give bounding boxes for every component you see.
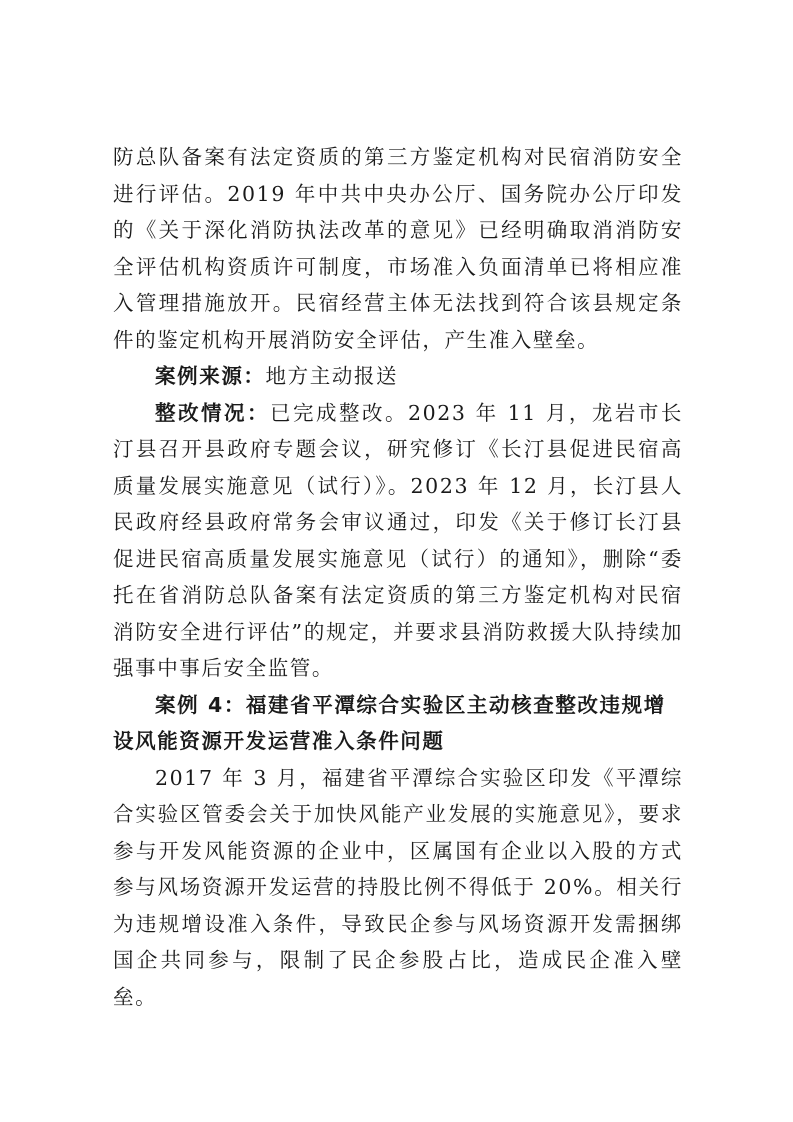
paragraph-case-source <box>113 358 683 395</box>
document-body <box>113 139 683 1015</box>
case4-heading: 案例 4：福建省平潭综合实验区主动核查整改违规增设风能资源开发运营准入条件问题 <box>113 692 666 753</box>
case-source-text: 地方主动报送 <box>265 364 399 388</box>
case-source-label: 案例来源： <box>155 364 266 388</box>
rectification-label: 整改情况： <box>155 400 271 425</box>
paragraph-assessment-barrier: 防总队备案有法定资质的第三方鉴定机构对民宿消防安全进行评估。2019 年中共中央办公厅、国务院办公厅印发的《关于深化消防执法改革的意见》已经明确取消消防安全评估机构资质许可制度，市场准入负面清单已将相应准入管理措施放开。民宿经营主体无法找到符合该县规定条件的鉴定机构开展消防安全评估，产生准入壁垒。 <box>113 145 683 352</box>
rectification-text: 已完成整改。2023 年 11 月，龙岩市长汀县召开县政府专题会议，研究修订《长汀县促进民宿高质量发展实施意见（试行）》。2023 年 12 月，长汀县人民政府经县政府常务会审议通过，印发《关于修订长汀县促进民宿高质量发展实施意见（试行）的通知》，删除“委托在省消防总队备案有法定资质的第三方鉴定机构对民宿消防安全进行评估”的规定，并要求县消防救援大队持续加强事中事后安全监管。 <box>113 400 683 680</box>
paragraph-case4-body: 2017 年 3 月，福建省平潭综合实验区印发《平潭综合实验区管委会关于加快风能产业发展的实施意见》，要求参与开发风能资源的企业中，区属国有企业以入股的方式参与风场资源开发运营的持股比例不得低于 20%。相关行为违规增设准入条件，导致民企参与风场资源开发需捆绑国企共同参与，限制了民企参股占比，造成民企准入壁垒。 <box>113 765 683 1009</box>
paragraph-rectification <box>113 395 683 687</box>
